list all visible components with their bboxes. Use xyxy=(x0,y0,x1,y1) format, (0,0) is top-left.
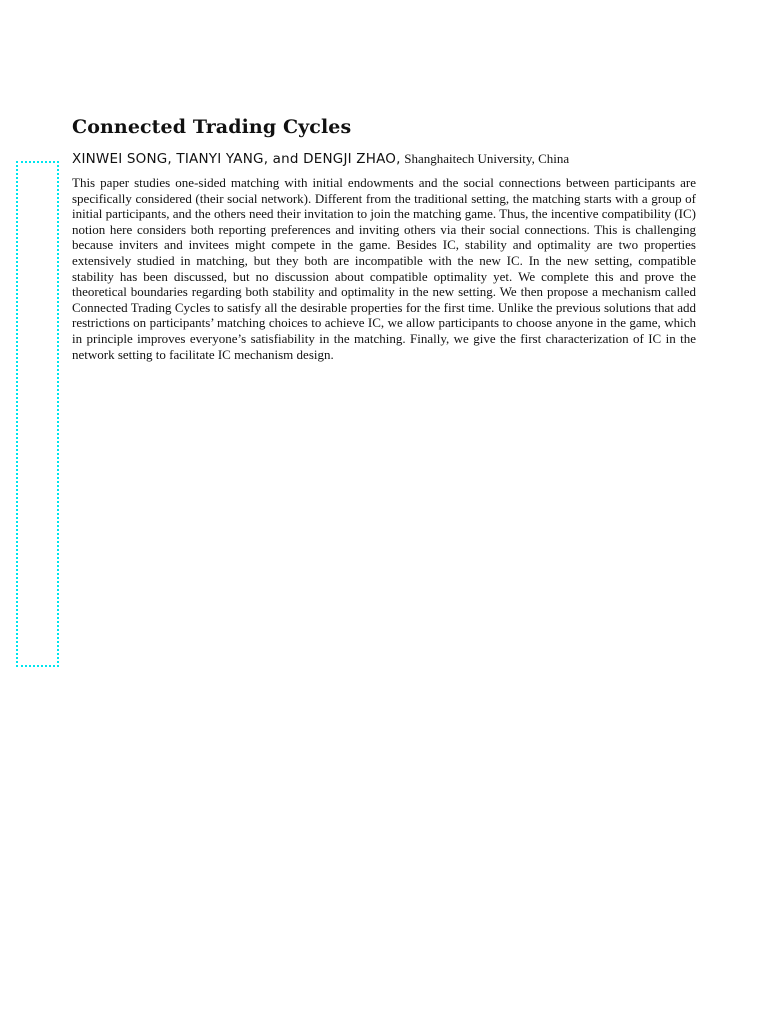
abstract-text: This paper studies one-sided matching with initial endowments and the social connections between participants are specifically considered (their social network). Different from the traditional setting, the matching starts with a group of initial participants, and the others need their invitation to join the matching game. Thus, the incentive compatibility (IC) notion here considers both reporting preferences and inviting others via their social connections. This is challenging because inviters and invitees might compete in the game. Besides IC, stability and optimality are two properties extensively studied in matching, but they both are incompatible with the new IC. In the new setting, compatible stability has been discussed, but no discussion about compatible optimality yet. We complete this and prove the theoretical boundaries regarding both stability and optimality in the new setting. We then propose a mechanism called Connected Trading Cycles to satisfy all the desirable properties for the first time. Unlike the previous solutions that add restrictions on participants’ matching choices to achieve IC, we allow participants to choose anyone in the game, which in principle improves everyone’s satisfiability in the matching. Finally, we give the first characterization of IC in the network setting to facilitate IC mechanism design. xyxy=(72,175,696,362)
author-names: XINWEI SONG, TIANYI YANG, and DENGJI ZHAO, xyxy=(72,151,401,167)
author-line xyxy=(72,149,696,169)
paper-title: Connected Trading Cycles xyxy=(72,116,352,138)
dotted-annotation-frame xyxy=(16,161,59,667)
author-affiliation: Shanghaitech University, China xyxy=(404,151,570,166)
paper-header xyxy=(72,114,696,362)
